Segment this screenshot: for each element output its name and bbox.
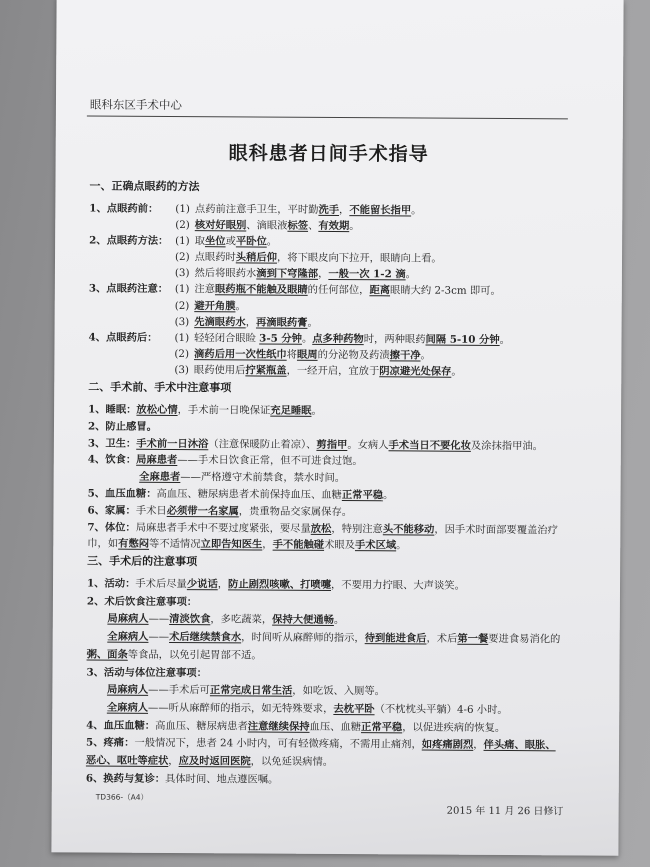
paper-sheet — [51, 0, 623, 856]
item-label: 2、点眼药方法： — [89, 234, 169, 248]
text-run: 注意 — [194, 283, 216, 296]
emphasized-text: 清淡饮食 — [169, 613, 211, 626]
item-text — [88, 401, 566, 421]
emphasized-text: 正常完成日常生活 — [209, 684, 293, 697]
emphasized-text: 充足睡眠 — [270, 404, 312, 417]
emphasized-text: 立即告知医生 — [200, 538, 263, 551]
instruction-steps — [175, 281, 567, 332]
item-label: 6、换药与复诊： — [85, 772, 166, 785]
form-code: TD366-（A4） — [95, 792, 149, 802]
item-label: 4、饮食： — [87, 453, 137, 467]
item-label: 5、血压血糖： — [87, 487, 157, 500]
item-label: 6、家属： — [87, 504, 136, 517]
text-run: 、滴眼液 — [246, 219, 288, 232]
text-run: —— — [148, 613, 170, 626]
instruction-step — [175, 281, 567, 299]
text-run: 。 — [307, 316, 318, 329]
instruction-item — [89, 233, 567, 284]
emphasized-text: 手术当日不要化妆 — [388, 438, 471, 452]
text-run: ，将下眼皮向下拉开，眼睛向上看。 — [276, 251, 442, 265]
text-run: 点眼药时 — [194, 251, 236, 264]
emphasized-text: 全麻患者 — [139, 470, 181, 484]
text-run: 。 — [420, 349, 431, 362]
emphasized-text: 眼周 — [296, 348, 318, 361]
item-label: 1、睡眠： — [88, 403, 137, 416]
emphasized-text: 滴药后用一次性纸巾 — [193, 347, 287, 361]
emphasized-text: 标签 — [287, 219, 309, 232]
emphasized-text: 头不能移动 — [382, 522, 435, 536]
text-run: 高血压、糖尿病患者术前保持血压、血糖 — [156, 487, 342, 502]
emphasized-text: 有憋闷 — [118, 538, 150, 551]
instruction-item — [89, 281, 567, 332]
step-number: (3) — [174, 267, 190, 280]
text-run: ， — [339, 204, 350, 217]
text-run: 的分泌物及药渍 — [317, 348, 390, 362]
emphasized-text: 粥、面条 — [86, 648, 128, 661]
emphasized-text: 少说话 — [186, 578, 218, 591]
item-label: 1、活动： — [86, 577, 136, 590]
text-run: 。女病人 — [347, 438, 389, 451]
emphasized-text: 眼药瓶不能触及眼睛 — [214, 283, 308, 297]
instruction-item — [86, 735, 564, 773]
section-heading: 三、手术后的注意事项 — [87, 554, 198, 569]
emphasized-text: 头稍后仰 — [235, 251, 278, 264]
text-run: 。 — [405, 268, 416, 281]
emphasized-text: 局麻患者 — [136, 454, 178, 467]
emphasized-text: 局麻病人 — [107, 613, 149, 626]
emphasized-text: 保持大便通畅 — [272, 614, 334, 627]
emphasized-text: 避开角膜 — [194, 299, 236, 312]
emphasized-text: 间隔 5-10 分钟 — [425, 333, 500, 346]
instruction-item — [87, 519, 565, 556]
text-run: 。 — [411, 204, 422, 217]
text-run: ——严格遵守术前禁食，禁水时间。 — [180, 471, 346, 485]
emphasized-text: 有效期 — [318, 219, 350, 233]
emphasized-text: 距离 — [369, 284, 391, 297]
emphasized-text: 一般一次 1-2 滴 — [328, 268, 406, 281]
emphasized-text: 第一餐 — [457, 632, 489, 646]
text-run: 局麻患者手术中不要过度紧张，要尽量 — [135, 521, 311, 535]
emphasized-text: 阴凉避光处保存 — [379, 365, 452, 378]
step-number: (3) — [174, 315, 190, 328]
text-run: 一般情况下，患者 24 小时内，可有轻微疼痛，不需用止痛剂， — [134, 737, 422, 751]
text-run: 轻轻闭合眼睑 — [194, 331, 260, 345]
emphasized-text: 术后继续禁食水 — [169, 631, 242, 644]
text-run: ，以促进疾病的恢复。 — [402, 721, 506, 734]
emphasized-text: 伴头痛、眼胀、恶心、呕吐等症状 — [85, 739, 556, 768]
instruction-step — [174, 362, 566, 380]
text-run: ，不要用力拧眼、大声谈笑。 — [330, 578, 465, 592]
text-run: 眼药使用后 — [193, 364, 246, 377]
text-run: ，如吃饭、入厕等。 — [292, 684, 386, 698]
text-run: 眼睛大约 2-3cm 即可。 — [390, 284, 501, 298]
text-run: 。 — [349, 220, 360, 233]
text-run: 血压、血糖 — [309, 720, 362, 733]
emphasized-text: 正常平稳 — [361, 720, 403, 734]
text-run: 取 — [194, 235, 206, 248]
item-label: 3、卫生： — [87, 437, 137, 450]
emphasized-text: 手术前一日沐浴 — [136, 437, 209, 450]
instruction-item — [89, 200, 567, 235]
text-run: ——手术日饮食正常，但不可进食过饱。 — [177, 454, 363, 468]
section-items — [87, 401, 566, 555]
step-number: (1) — [174, 283, 190, 296]
emphasized-text: 待到能进食后 — [364, 632, 427, 645]
emphasized-text: 坐位 — [204, 235, 226, 248]
text-run: 术眼及 — [324, 539, 356, 552]
emphasized-text: 必须带一名家属 — [166, 504, 239, 518]
emphasized-text: 核对好眼别 — [194, 219, 247, 232]
text-run: ，术后 — [426, 632, 458, 645]
text-run: 具体时间、地点遵医嘱。 — [165, 772, 279, 786]
emphasized-text: 滴到下穹隆部 — [256, 267, 319, 281]
item-text — [87, 519, 565, 556]
emphasized-text: 剪指甲 — [316, 438, 348, 451]
emphasized-text: 3-5 分钟 — [259, 332, 303, 345]
item-label: 2、防止感冒。 — [87, 420, 157, 433]
text-run: ，手术前一日晚保证 — [177, 404, 271, 417]
text-run: ， — [245, 316, 257, 329]
text-run: 手术后尽量 — [135, 577, 187, 591]
step-number: (3) — [174, 363, 189, 377]
document-title: 眼科患者日间手术指导 — [228, 142, 429, 166]
text-run: ，特别注意 — [331, 522, 383, 535]
emphasized-text: 平卧位 — [235, 235, 267, 248]
text-run: 等不适情况 — [149, 538, 201, 551]
item-label: 5、疼痛： — [86, 736, 135, 750]
text-run: 。 — [383, 489, 394, 502]
text-run: 要进食易消化的 — [488, 633, 561, 646]
text-run: ——手术后可 — [148, 684, 210, 697]
text-run: 然后将眼药水 — [194, 267, 257, 280]
section-items — [88, 200, 567, 380]
item-label: 4、血压血糖： — [86, 719, 156, 732]
emphasized-text: 点多种药物 — [312, 332, 364, 345]
emphasized-text: 再滴眼药膏 — [255, 316, 308, 329]
instruction-steps — [175, 201, 567, 236]
step-number: (1) — [175, 235, 190, 248]
text-run: ， — [262, 538, 273, 551]
emphasized-text: 放松心情 — [136, 403, 178, 417]
emphasized-text: 洗手 — [318, 203, 340, 217]
instruction-item — [86, 770, 564, 791]
text-run: ，以免延误病情。 — [250, 755, 334, 769]
item-text — [86, 770, 564, 791]
section-post-op — [86, 553, 565, 790]
text-run: ， — [318, 268, 329, 281]
section-items — [86, 575, 565, 790]
step-number: (2) — [174, 251, 190, 264]
text-run: 高血压、糖尿病患者 — [155, 719, 248, 733]
section-heading: 一、正确点眼药的方法 — [89, 179, 200, 194]
emphasized-text: 放松 — [310, 522, 332, 535]
step-number: (2) — [174, 347, 190, 360]
text-run: ，一经开启，宜放于 — [286, 364, 380, 378]
text-run: ，多吃蔬菜， — [210, 613, 273, 627]
department-name: 眼科东区手术中心 — [89, 97, 183, 113]
instruction-item — [87, 593, 565, 667]
text-run: 的任何部位， — [307, 284, 370, 297]
emphasized-text: 先滴眼药水 — [194, 315, 246, 329]
instruction-steps — [175, 233, 567, 284]
step-number: (1) — [175, 203, 190, 216]
text-run: （不枕枕头平躺）4-6 小时。 — [374, 703, 508, 716]
instruction-item — [88, 452, 566, 489]
text-run: 。 — [333, 614, 345, 627]
text-run: ，时间听从麻醉师的指示， — [241, 631, 365, 645]
text-run: —— — [148, 630, 170, 644]
text-run: 。 — [499, 333, 510, 346]
text-run: 。 — [396, 539, 407, 552]
section-heading: 二、手术前、手术中注意事项 — [88, 380, 232, 395]
text-run: （注意保暖防止着凉）、 — [208, 437, 317, 451]
sub-item — [87, 629, 565, 667]
emphasized-text: 全麻病人 — [107, 630, 149, 643]
text-run: ， — [217, 578, 229, 591]
step-number: (1) — [174, 331, 190, 344]
text-run: ，贵重物品交家属保存。 — [238, 505, 353, 518]
text-run: ，因手术时面部要覆盖治疗巾，如 — [87, 523, 558, 551]
instruction-item — [88, 401, 566, 421]
text-run: ， — [168, 755, 179, 768]
emphasized-text: 如疼痛剧烈 — [421, 738, 474, 752]
emphasized-text: 手术区域 — [354, 539, 397, 552]
text-run: 及涂抹指甲油。 — [470, 439, 544, 452]
emphasized-text: 拧紧瓶盖 — [245, 364, 287, 377]
step-number: (2) — [175, 219, 190, 232]
text-run: 将 — [286, 348, 298, 361]
text-run: 。 — [266, 235, 278, 248]
instruction-step — [175, 298, 567, 316]
item-label: 3、点眼药注意： — [88, 282, 169, 296]
emphasized-text: 手不能触碰 — [272, 538, 325, 552]
section-eye-drop-method — [88, 178, 567, 380]
item-text — [86, 735, 564, 773]
text-run: 、 — [308, 219, 319, 232]
instruction-item — [88, 329, 566, 380]
revision-date: 2015 年 11 月 26 日修订 — [446, 805, 564, 818]
emphasized-text: 应及时返回医院 — [178, 755, 251, 768]
text-run: 。 — [235, 299, 246, 313]
text-run: 。 — [451, 365, 462, 378]
item-label: 1、点眼药前： — [89, 202, 159, 215]
text-run: 。 — [301, 332, 313, 345]
text-run: 时，两种眼药 — [363, 332, 426, 346]
emphasized-text: 不能留长指甲 — [349, 204, 412, 217]
text-run: 或 — [225, 235, 236, 248]
text-run: ——听从麻醉师的指示，如无特殊要求， — [148, 701, 334, 715]
text-run: 。 — [311, 404, 322, 417]
text-run: 手术日 — [135, 504, 167, 517]
emphasized-text: 擦干净 — [389, 349, 421, 362]
emphasized-text: 正常平稳 — [341, 489, 384, 502]
item-label: 4、点眼药后： — [88, 331, 158, 344]
text-run: 等食品，以免引起胃部不适。 — [127, 648, 262, 662]
department-header — [87, 96, 568, 119]
item-label: 3、活动与体位注意事项： — [86, 665, 207, 679]
instruction-item — [86, 664, 564, 720]
step-number: (2) — [174, 299, 190, 312]
item-label: 2、术后饮食注意事项： — [86, 595, 198, 608]
emphasized-text: 去枕平卧 — [333, 702, 375, 716]
emphasized-text: 全麻病人 — [106, 701, 149, 714]
text-run: 点药前注意手卫生，平时勤 — [194, 203, 319, 216]
section-pre-and-intra-op — [87, 379, 566, 555]
instruction-steps — [174, 330, 566, 381]
text-run: ， — [473, 739, 484, 752]
item-label: 7、体位： — [87, 521, 136, 534]
emphasized-text: 防止剧烈咳嗽、打喷嚏 — [228, 578, 332, 591]
emphasized-text: 局麻病人 — [106, 683, 149, 697]
emphasized-text: 注意继续保持 — [247, 720, 310, 733]
